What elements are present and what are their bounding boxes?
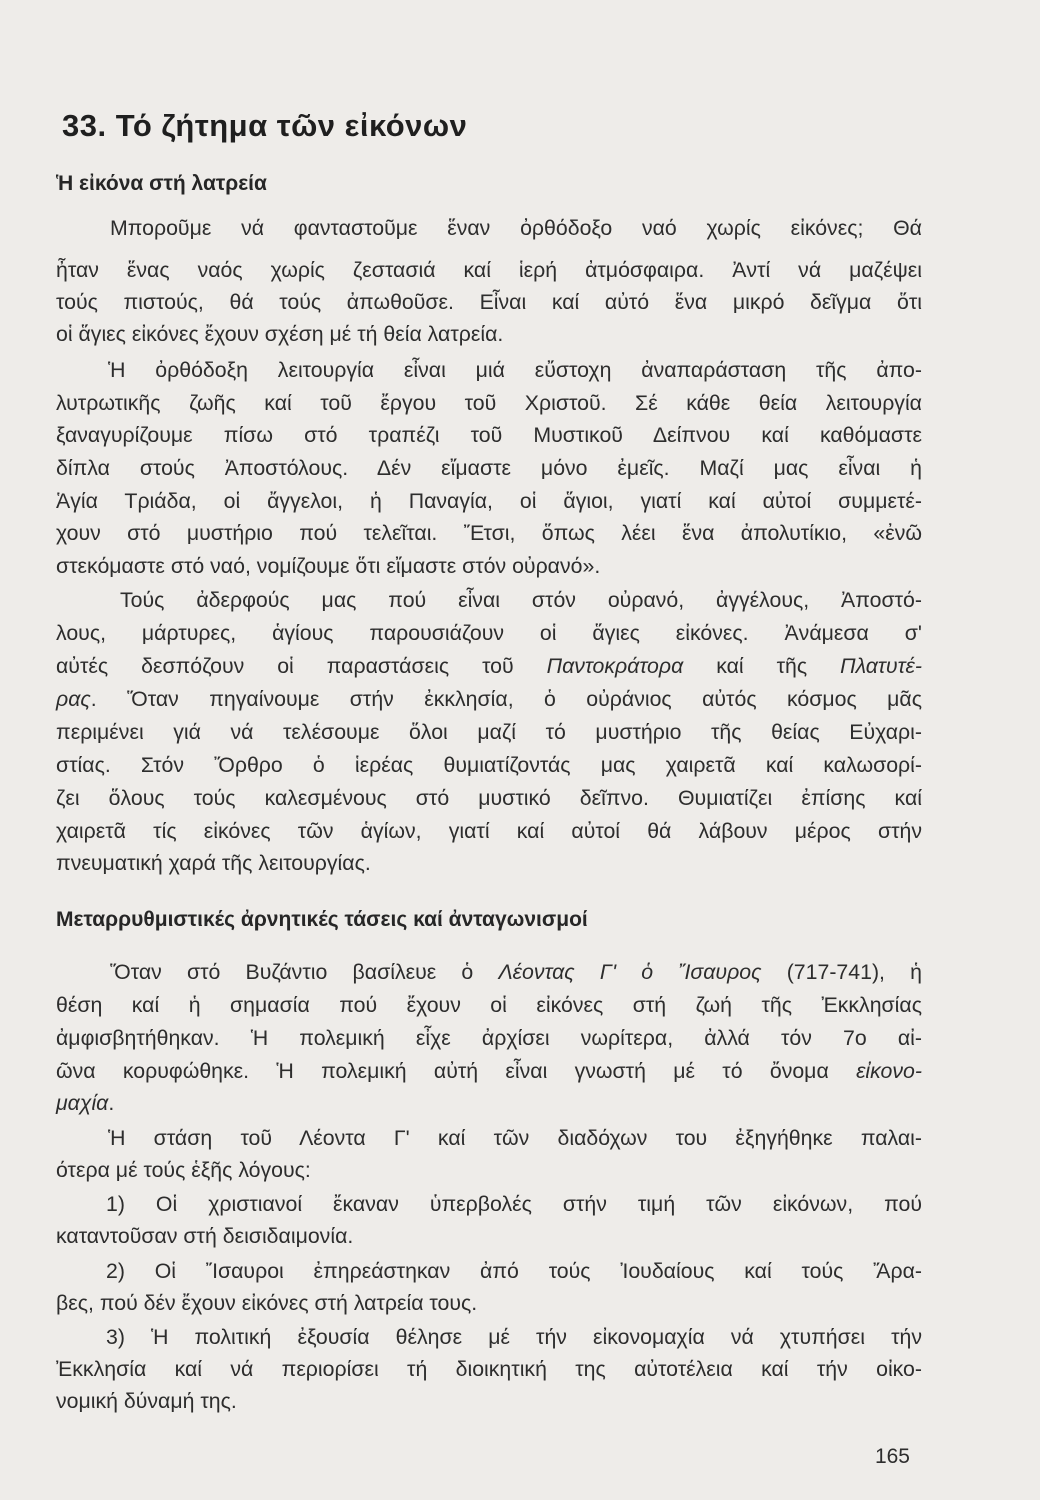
list-item-3: 3) Ἡ πολιτική ἐξουσία θέλησε μέ τήν εἰκονομαχία νά χτυπήσει τήν: [106, 1325, 922, 1349]
paragraph-line: τούς πιστούς, θά τούς ἀπωθοῦσε. Εἶναι καί αὐτό ἕνα μικρό δεῖγμα ὅτι: [56, 290, 922, 314]
paragraph-line: ξαναγυρίζουμε πίσω στό τραπέζι τοῦ Μυστικοῦ Δείπνου καί καθόμαστε: [56, 423, 922, 447]
text-segment: αὐτές δεσπόζουν οἱ παραστάσεις τοῦ: [56, 654, 514, 678]
paragraph-line: στίας. Στόν Ὄρθρο ὁ ἱερέας θυμιατίζοντάς μας χαιρετᾶ καί καλωσορί-: [56, 753, 922, 777]
paragraph-line: λυτρωτικῆς ζωῆς καί τοῦ ἔργου τοῦ Χριστοῦ. Σέ κάθε θεία λειτουργία: [56, 391, 922, 415]
list-item-2: 2) Οἱ Ἴσαυροι ἐπηρεάστηκαν ἀπό τούς Ἰουδαίους καί τούς Ἄρα-: [106, 1259, 922, 1283]
italic-term-platytera: Πλατυτέ-: [840, 654, 923, 678]
paragraph-line: χαιρετᾶ τίς εἰκόνες τῶν ἁγίων, γιατί καί αὐτοί θά λάβουν μέρος στήν: [56, 819, 922, 843]
paragraph-line: ότερα μέ τούς ἑξῆς λόγους:: [56, 1158, 311, 1182]
paragraph-line: θέση καί ἡ σημασία πού ἔχουν οἱ εἰκόνες στή ζωή τῆς Ἐκκλησίας: [56, 993, 922, 1017]
paragraph-line: Ἡ ὀρθόδοξη λειτουργία εἶναι μιά εὔστοχη ἀναπαράσταση τῆς ἀπο-: [108, 358, 922, 382]
paragraph-line: οἱ ἅγιες εἰκόνες ἔχουν σχέση μέ τή θεία λατρεία.: [56, 322, 504, 346]
section-heading-iconoclasm: Μεταρρυθμιστικές ἀρνητικές τάσεις καί ἀνταγωνισμοί: [56, 908, 588, 931]
list-item-1: 1) Οἱ χριστιανοί ἔκαναν ὑπερβολές στήν τιμή τῶν εἰκόνων, πού: [106, 1192, 922, 1216]
paragraph-line: [110, 958, 922, 986]
page-number: 165: [874, 1445, 910, 1468]
list-item-3-cont: νομική δύναμή της.: [56, 1389, 237, 1413]
italic-term-leo-isaurian: Λέοντας Γ' ὁ Ἴσαυρος: [498, 960, 762, 984]
italic-term-iconomachy-end: μαχία: [56, 1091, 109, 1115]
paragraph-line: περιμένει γιά νά τελέσουμε ὅλοι μαζί τό μυστήριο τῆς θείας Εὐχαρι-: [56, 720, 922, 744]
paragraph-line: λους, μάρτυρες, ἁγίους παρουσιάζουν οἱ ἅγιες εἰκόνες. Ἀνάμεσα σ': [56, 621, 922, 645]
text-segment: . Ὅταν πηγαίνουμε στήν ἐκκλησία, ὁ οὐράνιος αὐτός κόσμος μᾶς: [90, 687, 922, 711]
text-segment: ῶνα κορυφώθηκε. Ἡ πολεμική αὐτή εἶναι γνωστή μέ τό ὄνομα: [56, 1059, 829, 1083]
italic-term-iconomachy: εἰκονο-: [856, 1059, 922, 1083]
list-item-3-cont: Ἐκκλησία καί νά περιορίσει τή διοικητική της αὐτοτέλεια καί τήν οἰκο-: [56, 1357, 922, 1381]
paragraph-line: [56, 652, 922, 680]
paragraph-line: [56, 1057, 922, 1085]
paragraph-line: ἀμφισβητήθηκαν. Ἡ πολεμική εἶχε ἀρχίσει νωρίτερα, ἀλλά τόν 7ο αἰ-: [56, 1026, 922, 1050]
paragraph-line: Ἡ στάση τοῦ Λέοντα Γ' καί τῶν διαδόχων του ἐξηγήθηκε παλαι-: [108, 1126, 922, 1150]
paragraph-line: πνευματική χαρά τῆς λειτουργίας.: [56, 851, 371, 875]
list-item-2-cont: βες, πού δέν ἔχουν εἰκόνες στή λατρεία τους.: [56, 1291, 478, 1315]
paragraph-line: Τούς ἀδερφούς μας πού εἶναι στόν οὐρανό, ἀγγέλους, Ἀποστό-: [120, 588, 922, 612]
italic-term-platytera-end: ρας: [56, 687, 91, 711]
text-segment: .: [108, 1091, 115, 1115]
chapter-title: 33. Τό ζήτημα τῶν εἰκόνων: [62, 108, 468, 143]
list-item-1-cont: καταντοῦσαν στή δεισιδαιμονία.: [56, 1224, 354, 1248]
paragraph-line: Ἁγία Τριάδα, οἱ ἄγγελοι, ἡ Παναγία, οἱ ἅγιοι, γιατί καί αὐτοί συμμετέ-: [56, 489, 922, 513]
paragraph-line: ζει ὅλους τούς καλεσμένους στό μυστικό δεῖπνο. Θυμιατίζει ἐπίσης καί: [56, 786, 922, 810]
text-segment: καί τῆς: [716, 654, 808, 678]
paragraph-line: ἦταν ἕνας ναός χωρίς ζεστασιά καί ἱερή ἀτμόσφαιρα. Ἀντί νά μαζέψει: [56, 258, 922, 282]
paragraph-line: στεκόμαστε στό ναό, νομίζουμε ὅτι εἴμαστε στόν οὐρανό».: [56, 554, 601, 578]
paragraph-line: Μποροῦμε νά φανταστοῦμε ἕναν ὀρθόδοξο ναό χωρίς εἰκόνες; Θά: [110, 216, 922, 240]
paragraph-line: δίπλα στούς Ἀποστόλους. Δέν εἴμαστε μόνο ἐμεῖς. Μαζί μας εἶναι ἡ: [56, 456, 922, 480]
text-segment: Ὅταν στό Βυζάντιο βασίλευε ὁ: [110, 960, 474, 984]
paragraph-line: χουν στό μυστήριο πού τελεῖται. Ἔτσι, ὅπως λέει ἕνα ἀπολυτίκιο, «ἐνῶ: [56, 521, 922, 545]
section-heading-worship: Ἡ εἰκόνα στή λατρεία: [56, 172, 267, 195]
paragraph-line: [56, 1089, 922, 1117]
text-segment: (717-741), ἡ: [786, 960, 922, 984]
paragraph-line: [56, 685, 922, 713]
italic-term-pantokrator: Παντοκράτορα: [546, 654, 684, 678]
